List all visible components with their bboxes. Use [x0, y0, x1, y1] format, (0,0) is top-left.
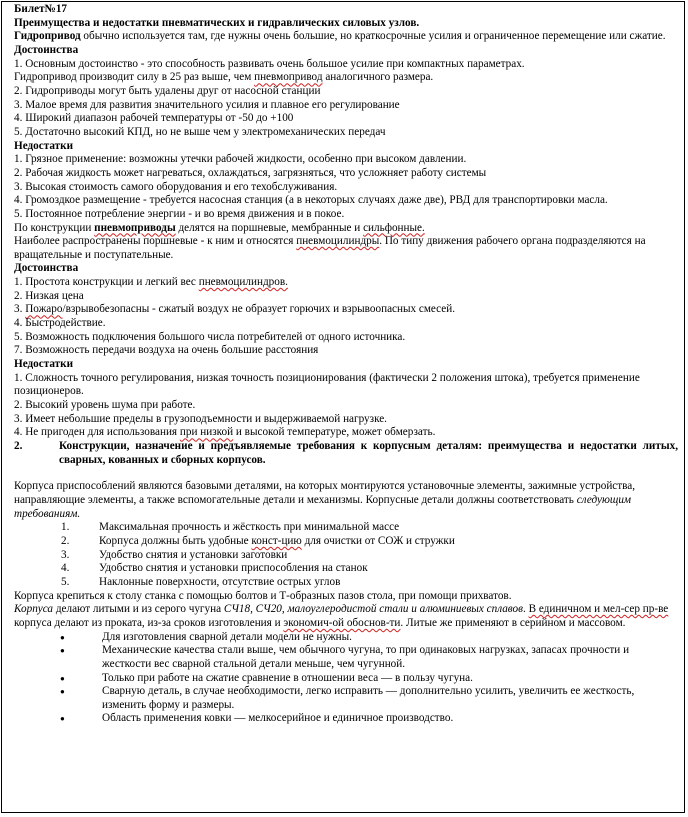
pneumo-advantages-heading: Достоинства — [14, 262, 79, 275]
spell-flag-word: Пожаро — [25, 303, 63, 316]
list-number: 1. — [61, 521, 70, 534]
list-item — [61, 562, 678, 576]
list-number: 4. — [61, 562, 70, 575]
pneumo-construction — [14, 222, 678, 236]
hydro-adv-2: 2. Гидроприводы могут быть удалены друг от насосной станции — [14, 84, 321, 97]
list-item — [60, 644, 678, 671]
list-text: Область применения ковки — мелкосерийное и единичное производство. — [102, 712, 454, 725]
spell-flag-word: сильфонные. — [363, 221, 425, 234]
list-text: Максимальная прочность и жёсткость при минимальной массе — [99, 521, 400, 534]
list-item — [61, 549, 678, 563]
bullet-icon: ● — [60, 687, 65, 697]
text-run: корпуса делают из проката, из-за сроков изготовления и — [14, 616, 284, 629]
housing-intro — [14, 480, 678, 521]
text-run: и высокой температуре, может обмерзать. — [233, 426, 436, 439]
hydro-dis-2: 2. Рабочая жидкость может нагреваться, охлаждаться, загрязняться, что усложняет работу системы — [14, 166, 487, 179]
hydro-adv-1: 1. Основным достоинство - это способность развивать очень большое усилие при компактных параметрах. — [14, 57, 525, 70]
list-text — [99, 535, 455, 549]
document-page — [1, 1, 685, 813]
text-run: делают литыми и из серого чугуна — [53, 603, 224, 616]
spell-flag-word: экономич-ой обоснов-ти — [283, 616, 401, 629]
list-item — [61, 521, 678, 535]
hydro-intro — [14, 30, 678, 44]
text-run-italic: Корпуса — [14, 603, 54, 616]
pneumo-dis-2: 2. Высокий уровень шума при работе. — [14, 399, 196, 412]
pneumo-dis-4 — [14, 426, 678, 440]
list-item — [60, 685, 678, 712]
list-item — [60, 672, 678, 686]
spell-flag-word: пневмоцилиндров. — [198, 276, 288, 289]
text-run: Наиболее распространены поршневые - к ним и относятся — [14, 235, 297, 248]
list-text: Сварную деталь, в случае необходимости, легко исправить — дополнительно усилить, увеличить ее жесткость, изменить форму и размеры. — [102, 685, 635, 711]
text-run-italic: СЧ18, СЧ20, малоуглеродистой стали и алюминиевых сплавов — [223, 603, 523, 616]
pneumo-dis-1: 1. Сложность точного регулирования, низкая точность позиционирования (фактически 2 положения штока), требуется применение позиционеров. — [14, 371, 640, 398]
spell-flag-word: В единичном и мел-сер пр-ве — [528, 603, 669, 616]
pneumo-adv-4: 4. Быстродействие. — [14, 317, 106, 330]
spell-flag-word: конст-цию — [251, 534, 302, 547]
hydro-advantages-heading: Достоинства — [14, 43, 79, 56]
spell-flag-word: пневмоцилиндры — [296, 235, 380, 248]
welded-bullets — [14, 631, 678, 727]
text-run: . Литые же применяют в серийном и массовом. — [400, 616, 626, 629]
list-text: Для изготовления сварной детали модели не нужны. — [102, 630, 352, 643]
pneumo-adv-2: 2. Низкая цена — [14, 289, 84, 302]
requirements-list — [14, 521, 678, 589]
hydro-disadvantages-heading: Недостатки — [14, 139, 74, 152]
bullet-icon: ● — [60, 646, 65, 656]
pneumo-types — [14, 235, 678, 262]
hydro-dis-1: 1. Грязное применение: возможны утечки рабочей жидкости, особенно при высоком давлении. — [14, 153, 467, 166]
question-2-number: 2. — [14, 440, 23, 452]
list-text: Удобство снятия и установки заготовки — [99, 548, 288, 561]
pneumo-adv-3 — [14, 303, 678, 317]
bullet-icon: ● — [60, 673, 65, 683]
hydro-term: Гидропривод — [14, 30, 81, 43]
bullet-icon: ● — [60, 714, 65, 724]
list-item — [61, 535, 678, 549]
casting-text — [14, 603, 678, 630]
pneumo-term: пневмоприводы — [94, 221, 176, 234]
hydro-adv-line: Гидропривод производит силу в 25 раз выше, чем пневмопривод аналогичного размера. — [14, 71, 434, 84]
hydro-dis-4: 4. Громоздкое размещение - требуется насосная станция (а в некоторых случаях даже две), РВД для транспортировки масла. — [14, 194, 608, 207]
text-run: По конструкции — [14, 221, 95, 234]
question-2 — [14, 440, 678, 467]
hydro-dis-5: 5. Постоянное потребление энергии - и во время движения и в покое. — [14, 207, 345, 220]
hydro-intro-text: обычно используется там, где нужны очень большие, но краткосрочные усилия и ограниченное перемещение или сжатие. — [80, 30, 666, 43]
list-text: Наклонные поверхности, отсутствие острых углов — [99, 575, 341, 588]
list-text: Только при работе на сжатие сравнение в отношении веса — в пользу чугуна. — [102, 671, 473, 684]
list-item — [61, 576, 678, 590]
spell-flag-word: при низкой — [179, 426, 234, 439]
pneumo-adv-7: 7. Возможность передачи воздуха на очень большие расстояния — [14, 344, 319, 357]
hydro-adv-line — [14, 58, 678, 72]
spacer — [14, 467, 678, 480]
ticket-number: Билет№17 — [14, 3, 68, 15]
text-run: Корпуса приспособлений являются базовыми деталями, на которых монтируются установочные элементы, зажимные устройства, направляющие элементы, а также вспомогательные детали и механизмы. Корпусные детали должны соответствовать — [14, 480, 636, 506]
pneumo-disadvantages-heading: Недостатки — [14, 358, 74, 371]
text-run: . — [522, 603, 529, 616]
hydro-adv-4: 4. Широкий диапазон рабочей температуры от -50 до +100 — [14, 112, 294, 125]
text-run: для очистки от СОЖ и стружки — [301, 534, 455, 547]
spell-flag-word: пневмопривод — [254, 71, 323, 84]
text-run: 1. Простота конструкции и легкий вес — [14, 276, 199, 289]
text-run: 3. — [14, 303, 26, 316]
list-text: Механические качества стали выше, чем обычного чугуна, то при одинаковых нагрузках, запасах прочности и жесткости вес сварной стальной детали меньше, чем чугунной. — [102, 644, 630, 670]
list-item — [60, 631, 678, 645]
list-number: 3. — [61, 548, 70, 561]
question-2-title: Конструкции, назначение и предъявляемые требования к корпусным деталям: преимущества и недостатки литых, сварных, кованных и сборных корпусов. — [59, 440, 678, 466]
pneumo-adv-5: 5. Возможность подключения большого числа потребителей от одного источника. — [14, 330, 406, 343]
list-number: 5. — [61, 575, 70, 588]
list-text: Удобство снятия и установки приспособления на станок — [99, 562, 368, 575]
text-run: Корпуса должны быть удобные — [99, 534, 252, 547]
hydro-adv-3: 3. Малое время для развития значительного усилия и плавное его регулирование — [14, 98, 400, 111]
pneumo-dis-3: 3. Имеет небольшие пределы в грузоподъемности и выдерживаемой нагрузке. — [14, 412, 387, 425]
list-number: 2. — [61, 534, 70, 547]
text-run-italic: следующим требованиям. — [14, 493, 632, 520]
list-item — [60, 712, 678, 726]
text-run: /взрывобезопасны - сжатый воздух не образует горючих и взрывоопасных смесей. — [62, 303, 456, 316]
text-run: 4. Не пригоден для использования — [14, 426, 180, 439]
mounting-text: Корпуса крепиться к столу станка с помощью болтов и Т-образных пазов стола, при помощи прихватов. — [14, 589, 512, 602]
bullet-icon: ● — [60, 632, 65, 642]
hydro-dis-3: 3. Высокая стоимость самого оборудования и его техобслуживания. — [14, 180, 338, 193]
hydro-adv-5: 5. Достаточно высокий КПД, но не выше чем у электромеханических передач — [14, 125, 386, 138]
pneumo-adv-1 — [14, 276, 678, 290]
text-run: делятся на поршневые, мембранные и — [175, 221, 364, 234]
question-1-title: Преимущества и недостатки пневматических и гидравлических силовых узлов. — [14, 16, 420, 29]
text-run: . По типу движения рабочего органа подразделяются на вращательные и поступательные. — [14, 235, 646, 261]
